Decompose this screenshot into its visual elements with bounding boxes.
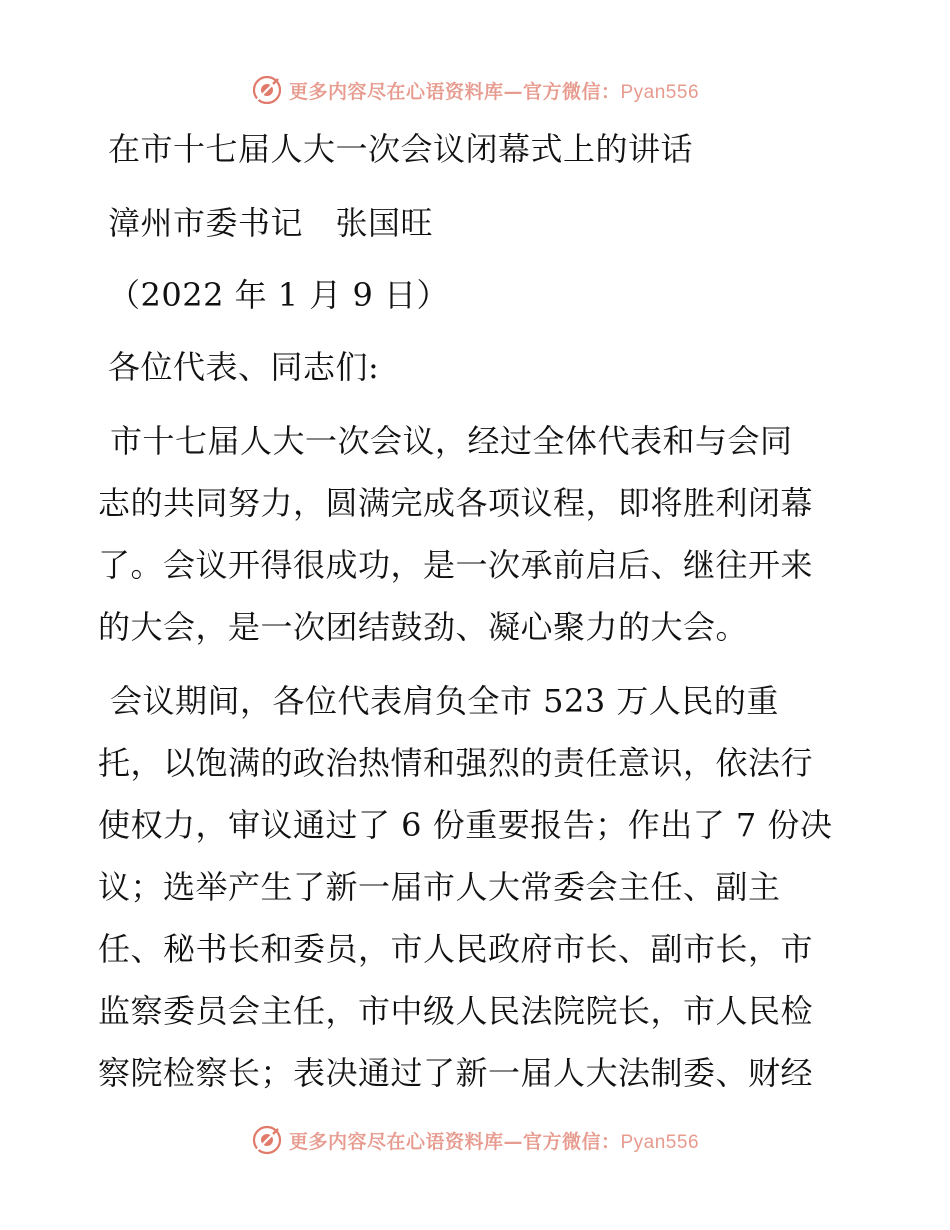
paragraph-line: 市十七届人大一次会议，经过全体代表和与会同 — [110, 422, 793, 460]
document-body — [98, 118, 850, 1104]
document-date: （2022 年 1 月 9 日） — [108, 276, 450, 314]
watermark-wechat-id: Pyan556 — [620, 81, 700, 103]
paragraph-line: 议；选举产生了新一届市人大常委会主任、副主 — [98, 868, 781, 906]
header-watermark — [0, 70, 950, 110]
document-title: 在市十七届人大一次会议闭幕式上的讲话 — [108, 130, 694, 168]
watermark-text: 更多内容尽在心语资料库—官方微信：Pyan556 — [288, 80, 700, 103]
footer-watermark — [0, 1120, 950, 1160]
pen-seal-logo-icon — [251, 1124, 283, 1156]
watermark-wechat-id: Pyan556 — [620, 1131, 700, 1153]
paragraph — [98, 410, 850, 658]
pen-seal-logo-icon — [251, 74, 283, 106]
paragraph — [98, 670, 850, 1104]
paragraph-line: 使权力，审议通过了 6 份重要报告；作出了 7 份决 — [98, 806, 833, 844]
paragraph-line: 任、秘书长和委员，市人民政府市长、副市长，市 — [98, 930, 814, 968]
document-author: 漳州市委书记 张国旺 — [108, 204, 434, 242]
watermark-text: 更多内容尽在心语资料库—官方微信：Pyan556 — [288, 1130, 700, 1153]
paragraph-line: 监察委员会主任，市中级人民法院院长，市人民检 — [98, 992, 814, 1030]
paragraph-line: 的大会，是一次团结鼓劲、凝心聚力的大会。 — [98, 608, 749, 646]
document-greeting: 各位代表、同志们: — [108, 348, 380, 386]
paragraph-line: 了。会议开得很成功，是一次承前启后、继往开来 — [98, 546, 814, 584]
paragraph-line: 察院检察长；表决通过了新一届人大法制委、财经 — [98, 1054, 814, 1092]
paragraph-line: 志的共同努力，圆满完成各项议程，即将胜利闭幕 — [98, 484, 814, 522]
paragraph-line: 会议期间，各位代表肩负全市 523 万人民的重 — [110, 682, 779, 720]
paragraph-line: 托，以饱满的政治热情和强烈的责任意识，依法行 — [98, 744, 814, 782]
